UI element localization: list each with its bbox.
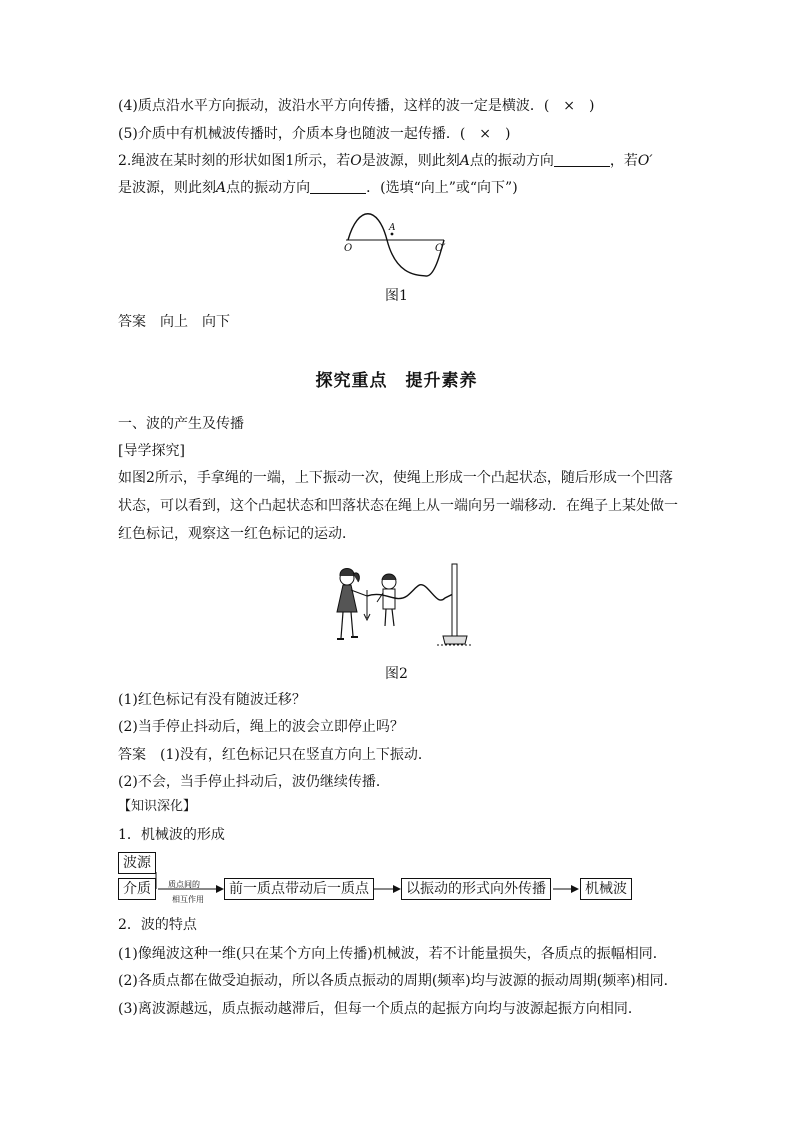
section-title: 探究重点 提升素养 [315,371,478,391]
flow-arrowhead-3 [571,885,579,893]
question-2-line1: 2.绳波在某时刻的形状如图1所示，若O是波源，则此刻A点的振动方向 ，若O′ [118,153,653,169]
flow-arrowhead-2 [393,885,401,893]
question-list-1: (1)红色标记有没有随波迁移？ [118,692,306,708]
figure-2-caption: 图2 [385,666,408,682]
flow-box-medium: 介质 [118,878,156,900]
paragraph-line-2: 状态，可以看到，这个凸起状态和凹落状态在绳上从一端向另一端移动．在绳子上某处做一 [118,498,678,514]
feature-point-3: (3)离波源越远，质点振动越滞后，但每一个质点的起振方向均与波源起振方向相同． [118,1001,642,1017]
figure-1-caption: 图1 [385,288,408,304]
answer-2-line-2: (2)不会，当手停止抖动后，波仍继续传播． [118,774,390,790]
label-O: O [344,243,353,254]
flow-box-source: 波源 [118,852,156,874]
flow-box-step3: 机械波 [580,878,632,900]
question-4: (4)质点沿水平方向振动，波沿水平方向传播，这样的波一定是横波．( × ) [118,98,595,114]
feature-point-2: (2)各质点都在做受迫振动，所以各质点振动的周期(频率)均与波源的振动周期(频率)相同． [118,973,678,989]
label-A: A [389,223,396,233]
subsection-1: 一、波的产生及传播 [118,416,244,432]
paragraph-line-3: 红色标记，观察这一红色标记的运动． [118,526,356,542]
flow-label-interaction-bottom: 相互作用 [172,895,204,904]
feature-point-1: (1)像绳波这种一维(只在某个方向上传播)机械波，若不计能量损失，各质点的振幅相同． [118,946,667,962]
answer-2-line-1: 答案 (1)没有，红色标记只在竖直方向上下振动． [118,747,432,763]
knowledge-item-2: 2．波的特点 [118,917,197,933]
flow-arrowhead-1 [216,885,224,893]
question-list-2: (2)当手停止抖动后，绳上的波会立即停止吗？ [118,719,404,735]
flow-label-interaction-top: 质点间的 [168,880,200,889]
question-5: (5)介质中有机械波传播时，介质本身也随波一起传播．( × ) [118,126,511,142]
flow-box-step2: 以振动的形式向外传播 [401,878,551,900]
flow-box-step1: 前一质点带动后一质点 [224,878,374,900]
answer-1: 答案 向上 向下 [118,314,230,330]
label-O-prime: O′ [435,243,446,254]
knowledge-item-1: 1．机械波的形成 [118,827,225,843]
question-2-line2: 是波源，则此刻A点的振动方向 ．(选填“向上”或“向下”) [118,180,518,196]
knowledge-tag: 【知识深化】 [118,799,197,814]
guide-tag: [导学探究] [118,443,185,459]
paragraph-line-1: 如图2所示，手拿绳的一端，上下振动一次，使绳上形成一个凸起状态，随后形成一个凹落 [118,470,673,486]
